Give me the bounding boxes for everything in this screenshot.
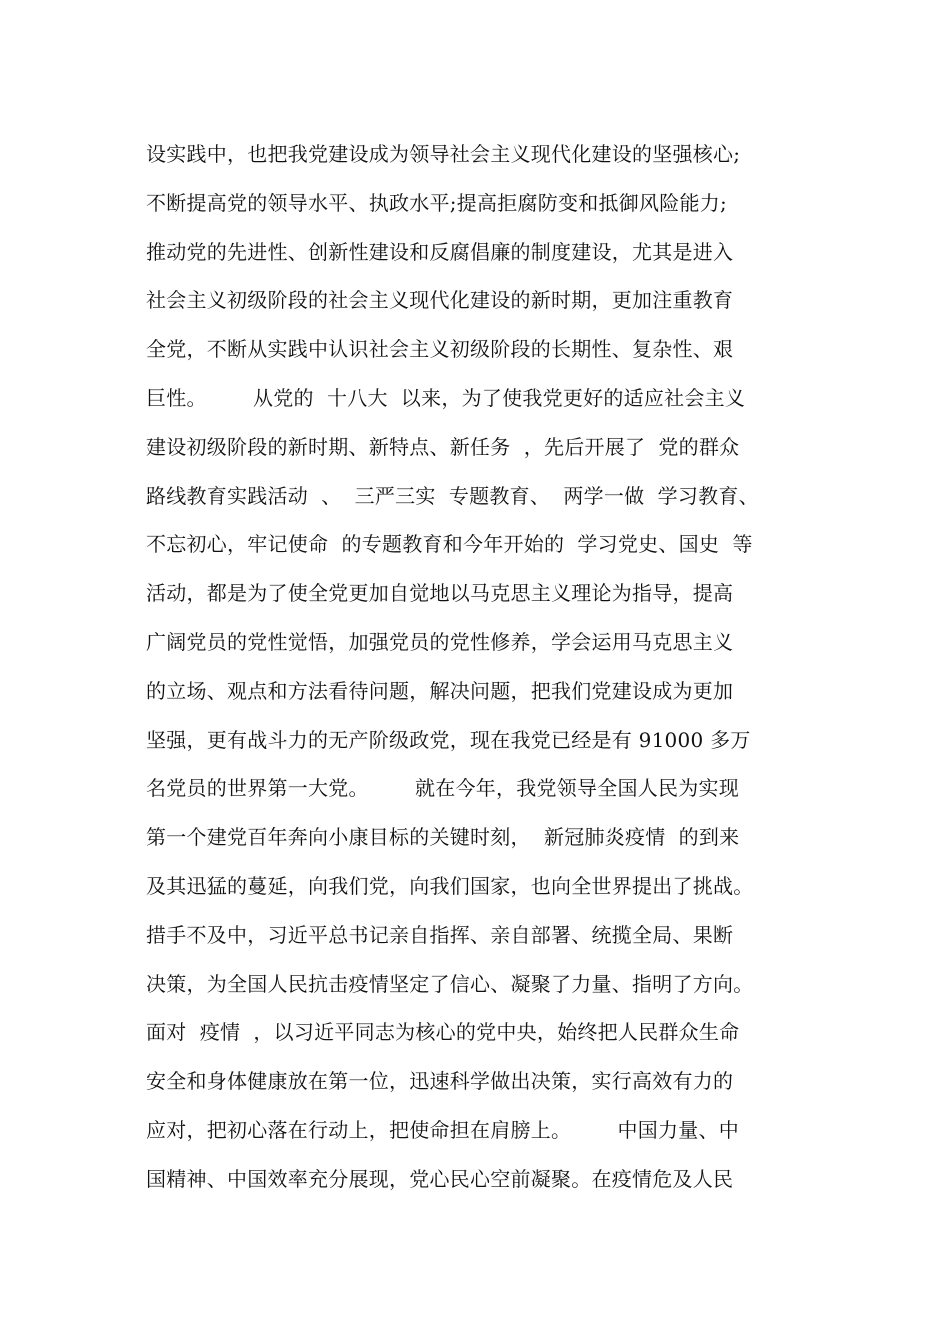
text-line: 巨性。 从党的 十八大 以来，为了使我党更好的适应社会主义 xyxy=(146,385,746,410)
text-line: 措手不及中，习近平总书记亲自指挥、亲自部署、统揽全局、果断 xyxy=(146,922,734,947)
text-line: 安全和身体健康放在第一位，迅速科学做出决策，实行高效有力的 xyxy=(146,1069,734,1094)
text-line: 推动党的先进性、创新性建设和反腐倡廉的制度建设，尤其是进入 xyxy=(146,239,734,264)
text-line: 及其迅猛的蔓延，向我们党，向我们国家，也向全世界提出了挑战。 xyxy=(146,873,754,898)
text-line: 路线教育实践活动 、 三严三实 专题教育、 两学一做 学习教育、 xyxy=(146,483,759,508)
text-line: 的立场、观点和方法看待问题，解决问题，把我们党建设成为更加 xyxy=(146,678,734,703)
text-line: 国精神、中国效率充分展现，党心民心空前凝聚。在疫情危及人民 xyxy=(146,1166,734,1191)
text-line: 设实践中，也把我党建设成为领导社会主义现代化建设的坚强核心; xyxy=(146,142,741,166)
text-line: 第一个建党百年奔向小康目标的关键时刻， 新冠肺炎疫情 的到来 xyxy=(146,825,740,850)
text-line: 应对，把初心落在行动上，把使命担在肩膀上。 中国力量、中 xyxy=(146,1117,740,1142)
text-line: 不忘初心，牢记使命 的专题教育和今年开始的 学习党史、国史 等 xyxy=(146,532,753,557)
text-line: 活动，都是为了使全党更加自觉地以马克思主义理论为指导，提高 xyxy=(146,581,734,606)
text-line: 社会主义初级阶段的社会主义现代化建设的新时期，更加注重教育 xyxy=(146,288,734,313)
text-line: 名党员的世界第一大党。 就在今年，我党领导全国人民为实现 xyxy=(146,776,740,801)
text-line: 不断提高党的领导水平、执政水平;提高拒腐防变和抵御风险能力; xyxy=(146,190,727,215)
text-line: 决策，为全国人民抗击疫情坚定了信心、凝聚了力量、指明了方向。 xyxy=(146,971,754,996)
text-line: 建设初级阶段的新时期、新特点、新任务 ，先后开展了 党的群众 xyxy=(146,434,740,459)
text-line: 广阔党员的党性觉悟，加强党员的党性修养，学会运用马克思主义 xyxy=(146,629,734,654)
body-text xyxy=(146,130,826,1204)
text-line: 坚强，更有战斗力的无产阶级政党，现在我党已经是有 91000 多万 xyxy=(146,727,751,752)
text-line: 全党，不断从实践中认识社会主义初级阶段的长期性、复杂性、艰 xyxy=(146,337,734,362)
text-line: 面对 疫情 ，以习近平同志为核心的党中央，始终把人民群众生命 xyxy=(146,1020,740,1045)
